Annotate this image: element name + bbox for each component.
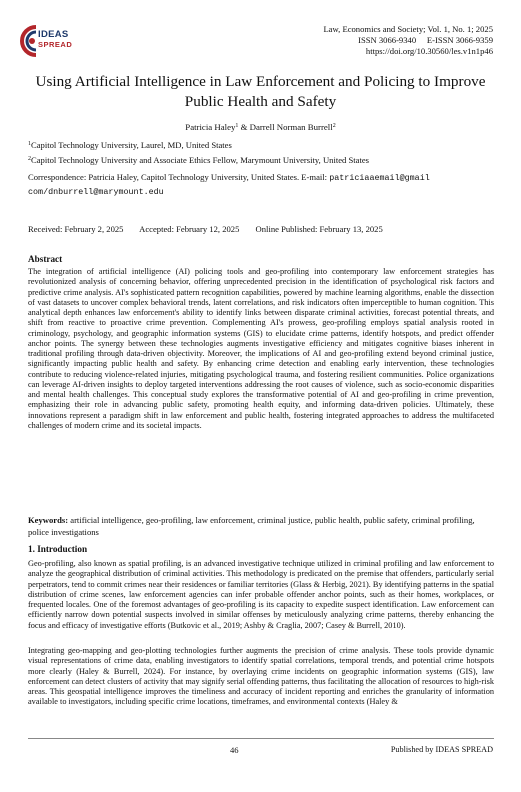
- author-affiliation-marker: 1: [235, 123, 239, 129]
- footer-divider: [28, 738, 494, 739]
- paper-title: Using Artificial Intelligence in Law Enforcement and Policing to Improve Public Health and Safety: [35, 73, 486, 110]
- abstract-heading: Abstract: [28, 254, 63, 264]
- affiliation-marker: 1: [28, 141, 31, 147]
- correspondence-email[interactable]: patriciaaemail@gmail com/dnburrell@marymount.edu: [28, 173, 430, 197]
- abstract-text: The integration of artificial intelligence (AI) policing tools and geo-profiling into contemporary law enforcement strategies has revolutionized analysis of concerning behavior, offering unprecedented precision in the identification of psychological risk factors and predictive crime analysis. AI's sophisticated pattern recognition capabilities, powered by machine learning algorithms, enable the dissection of vast datasets to uncover complex behavioral trends, latent correlations, and risk indicators often imperceptible to human cognition. This analytical depth enhances law enforcement's ability to identify links between disparate criminal activities, forecast potential threats, and shift from reactive to proactive crime prevention. Complementing AI's prowess, geo-profiling employs spatial analysis rooted in criminology, psychology, and geographic information systems (GIS) to elucidate crime patterns, identify hotspots, and predict offender anchor points. The synergy between these technologies augments investigative efficiency and mitigates cognitive biases inherent in traditional profiling through data-driven objectivity. Moreover, the implications of AI and geo-profiling extend beyond criminal justice, significantly impacting public health and safety. By enhancing crime detection and enabling early intervention, these technologies contribute to reducing violence-related injuries, mitigating psychological trauma, and fostering resilient communities. Police organizations can leverage AI-driven insights to deploy targeted interventions addressing the root causes of violence, such as socio-economic disparities and mental health challenges. This conceptual study explores the transformative potential of AI and geo-profiling in crime prevention, emphasizing their role in advancing public safety, promoting health equity, and informing data-driven policies. Ultimately, these innovations represent a paradigm shift in law enforcement and public health, fostering integrated approaches to address the multifaceted challenges of modern crime and its societal impacts.: [28, 267, 494, 430]
- correspondence-text: Correspondence: Patricia Haley, Capitol Technology University, United States. E-mail:: [28, 172, 330, 182]
- affiliation-text: Capitol Technology University and Associate Ethics Fellow, Marymount University, United States: [31, 155, 370, 165]
- intro-paragraph-2: Integrating geo-mapping and geo-plotting technologies further augments the precision of crime analysis. These tools provide dynamic visual representations of crime data, enabling investigators to identify spatial correlations, temporal trends, and potential crime hotspots more clearly (Haley & Burrell, 2024). For instance, by overlaying crime incidents on geographic information systems (GIS), law enforcement can detect clusters of activity that may signify serial offending patterns, thus facilitating the allocation of resources to high-risk areas. This geospatial intelligence improves the timeliness and accuracy of incident reporting and enriches the granularity of information available to investigators, including specific crime locations, timeframes, and environmental contexts (Haley &: [28, 646, 494, 707]
- journal-header: [323, 24, 493, 58]
- publication-dates: [28, 224, 397, 234]
- correspondence: [28, 171, 498, 198]
- logo-line2: SPREAD: [38, 40, 73, 49]
- intro-paragraph-1: Geo-profiling, also known as spatial profiling, is an advanced investigative technique utilized in criminal profiling and law enforcement to analyze the geographical distribution of criminal activities. This methodology is predicated on the premise that offenders, particularly serial perpetrators, tend to commit crimes near their residences or familiar territories (Glass & Herbig, 2021). By identifying patterns in the spatial distribution of crime scenes, law enforcement agencies can infer probable offender anchor points, such as their homes, workplaces, or frequented locales. One of the foremost advantages of geo-profiling is its capacity to expedite suspect identification. Law enforcement can efficiently narrow down potential suspects involved in similar offenses by meticulously analyzing crime patterns, thereby enhancing the focus and efficacy of investigative efforts (Butkovic et al., 2019; Ashby & Craglia, 2007; Casey & Burrell, 2010).: [28, 559, 494, 630]
- author-line: [0, 122, 521, 132]
- affiliation-marker: 2: [28, 156, 31, 162]
- issn-line: ISSN 3066-9340 E-ISSN 3066-9359: [358, 35, 493, 46]
- accepted-date: Accepted: February 12, 2025: [139, 224, 240, 234]
- published-date: Online Published: February 13, 2025: [255, 224, 383, 234]
- logo-line1: IDEAS: [38, 29, 69, 40]
- received-date: Received: February 2, 2025: [28, 224, 124, 234]
- page-number: 46: [230, 745, 239, 755]
- publisher-footer: Published by IDEAS SPREAD: [390, 745, 493, 754]
- keywords-label: Keywords:: [28, 515, 69, 525]
- section-heading-introduction: 1. Introduction: [28, 544, 88, 554]
- affiliation-text: Capitol Technology University, Laurel, MD, United States: [31, 140, 232, 150]
- keywords-list: artificial intelligence, geo-profiling, law enforcement, criminal justice, public health, public safety, criminal profiling, police investigations: [28, 515, 475, 537]
- author-name: Darrell Norman Burrell: [249, 122, 333, 132]
- doi-link[interactable]: https://doi.org/10.30560/les.v1n1p46: [365, 46, 493, 57]
- author-separator: &: [238, 122, 250, 132]
- author-affiliation-marker: 2: [332, 123, 336, 129]
- journal-citation: Law, Economics and Society; Vol. 1, No. 1; 2025: [323, 24, 493, 34]
- keywords: [28, 515, 494, 538]
- affiliation-2: [28, 155, 369, 165]
- publisher-logo: [18, 24, 78, 58]
- author-name: Patricia Haley: [185, 122, 236, 132]
- affiliation-1: [28, 140, 232, 150]
